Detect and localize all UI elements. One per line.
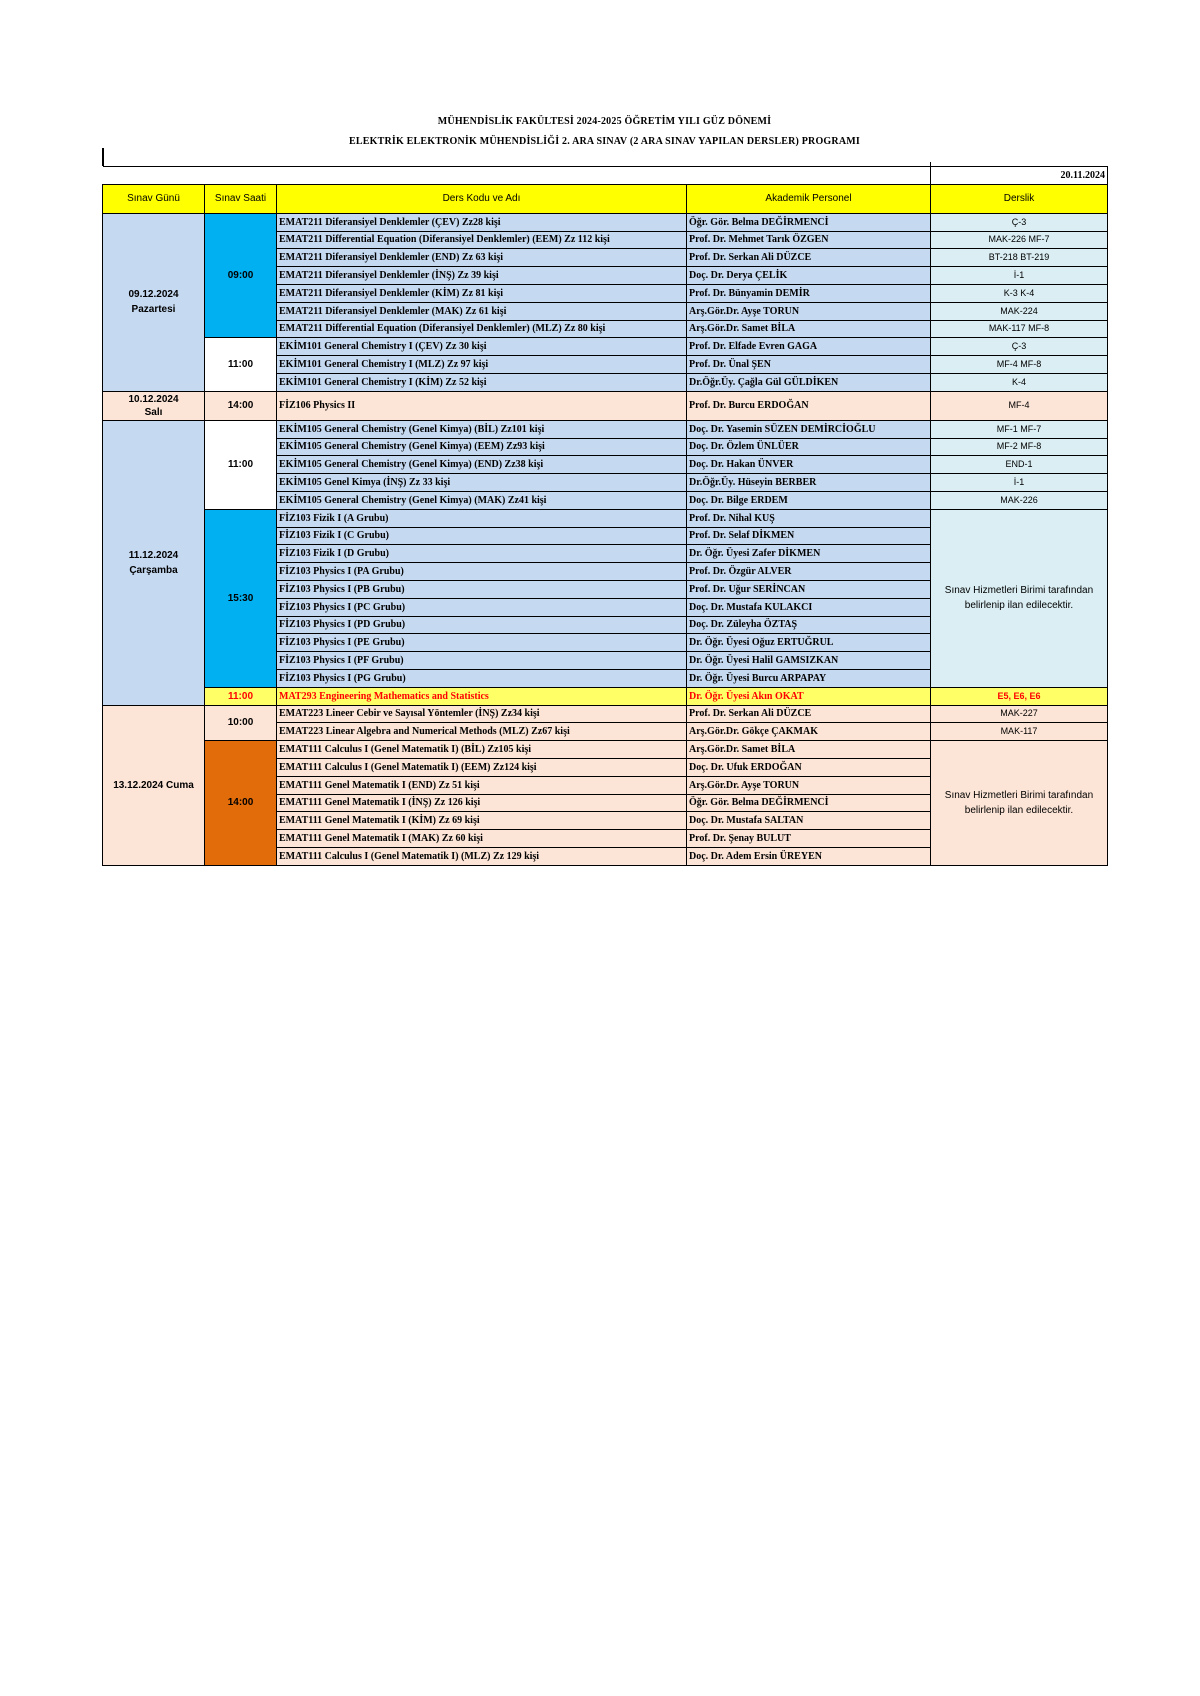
day-name: Salı bbox=[144, 406, 163, 418]
staff-cell: Dr. Öğr. Üyesi Halil GAMSIZKAN bbox=[687, 652, 931, 670]
room-cell: İ-1 bbox=[931, 267, 1108, 285]
room-cell: K-3 K-4 bbox=[931, 284, 1108, 302]
course-cell: EMAT111 Calculus I (Genel Matematik I) (EEM) Zz124 kişi bbox=[277, 758, 687, 776]
course-cell: FİZ103 Physics I (PF Grubu) bbox=[277, 652, 687, 670]
course-cell: EMAT111 Calculus I (Genel Matematik I) (BİL) Zz105 kişi bbox=[277, 741, 687, 759]
staff-cell: Dr.Öğr.Üy. Çağla Gül GÜLDİKEN bbox=[687, 373, 931, 391]
staff-cell: Doç. Dr. Züleyha ÖZTAŞ bbox=[687, 616, 931, 634]
day-date: 11.12.2024 bbox=[128, 549, 179, 561]
room-cell: MAK-226 MF-7 bbox=[931, 231, 1108, 249]
day-name: Pazartesi bbox=[131, 304, 176, 316]
staff-cell: Prof. Dr. Selaf DİKMEN bbox=[687, 527, 931, 545]
room-cell: BT-218 BT-219 bbox=[931, 249, 1108, 267]
room-cell: K-4 bbox=[931, 373, 1108, 391]
staff-cell: Dr. Öğr. Üyesi Burcu ARPAPAY bbox=[687, 669, 931, 687]
room-cell: Ç-3 bbox=[931, 213, 1108, 231]
day-cell-monday bbox=[103, 213, 205, 391]
staff-cell: Doç. Dr. Derya ÇELİK bbox=[687, 267, 931, 285]
course-cell: FİZ103 Physics I (PD Grubu) bbox=[277, 616, 687, 634]
course-cell: EMAT223 Lineer Cebir ve Sayısal Yöntemler (İNŞ) Zz34 kişi bbox=[277, 705, 687, 723]
day-cell-wednesday bbox=[103, 420, 205, 705]
room-note-cell: Sınav Hizmetleri Birimi tarafından belirlenip ilan edilecektir. bbox=[931, 509, 1108, 687]
staff-cell: Doç. Dr. Yasemin SÜZEN DEMİRCİOĞLU bbox=[687, 420, 931, 438]
room-cell: MF-1 MF-7 bbox=[931, 420, 1108, 438]
staff-cell: Prof. Dr. Serkan Ali DÜZCE bbox=[687, 705, 931, 723]
day-cell-friday: 13.12.2024 Cuma bbox=[103, 705, 205, 865]
title-line-1: MÜHENDİSLİK FAKÜLTESİ 2024-2025 ÖĞRETİM YILI GÜZ DÖNEMİ bbox=[437, 116, 772, 127]
course-cell: EMAT211 Diferansiyel Denklemler (KİM) Zz 81 kişi bbox=[277, 284, 687, 302]
course-cell: EKİM101 General Chemistry I (KİM) Zz 52 kişi bbox=[277, 373, 687, 391]
staff-cell: Prof. Dr. Bünyamin DEMİR bbox=[687, 284, 931, 302]
exam-schedule-table bbox=[102, 162, 1108, 866]
header-room: Derslik bbox=[931, 184, 1108, 213]
course-cell: FİZ103 Physics I (PA Grubu) bbox=[277, 563, 687, 581]
course-cell: EMAT111 Genel Matematik I (KİM) Zz 69 kişi bbox=[277, 812, 687, 830]
room-cell: İ-1 bbox=[931, 474, 1108, 492]
day-cell-tuesday bbox=[103, 391, 205, 420]
staff-cell: Arş.Gör.Dr. Gökçe ÇAKMAK bbox=[687, 723, 931, 741]
course-cell: FİZ103 Fizik I (D Grubu) bbox=[277, 545, 687, 563]
course-cell: FİZ103 Fizik I (A Grubu) bbox=[277, 509, 687, 527]
staff-cell: Doç. Dr. Hakan ÜNVER bbox=[687, 456, 931, 474]
header-row bbox=[103, 184, 1108, 213]
header-staff: Akademik Personel bbox=[687, 184, 931, 213]
course-cell: EMAT211 Diferansiyel Denklemler (MAK) Zz 61 kişi bbox=[277, 302, 687, 320]
course-cell: EMAT111 Genel Matematik I (İNŞ) Zz 126 kişi bbox=[277, 794, 687, 812]
staff-cell: Öğr. Gör. Belma DEĞİRMENCİ bbox=[687, 794, 931, 812]
course-cell: EKİM101 General Chemistry I (ÇEV) Zz 30 kişi bbox=[277, 338, 687, 356]
table-row-highlighted bbox=[103, 687, 1108, 705]
staff-cell: Arş.Gör.Dr. Ayşe TORUN bbox=[687, 302, 931, 320]
course-cell: FİZ103 Fizik I (C Grubu) bbox=[277, 527, 687, 545]
header-course: Ders Kodu ve Adı bbox=[277, 184, 687, 213]
staff-cell: Dr. Öğr. Üyesi Oğuz ERTUĞRUL bbox=[687, 634, 931, 652]
room-note-cell: Sınav Hizmetleri Birimi tarafından belirlenip ilan edilecektir. bbox=[931, 741, 1108, 866]
staff-cell: Dr.Öğr.Üy. Hüseyin BERBER bbox=[687, 474, 931, 492]
staff-cell: Prof. Dr. Serkan Ali DÜZCE bbox=[687, 249, 931, 267]
course-cell: MAT293 Engineering Mathematics and Statistics bbox=[277, 687, 687, 705]
staff-cell: Arş.Gör.Dr. Samet BİLA bbox=[687, 320, 931, 338]
course-cell: EMAT211 Diferansiyel Denklemler (END) Zz 63 kişi bbox=[277, 249, 687, 267]
room-cell: MAK-224 bbox=[931, 302, 1108, 320]
course-cell: EMAT211 Differential Equation (Diferansiyel Denklemler) (EEM) Zz 112 kişi bbox=[277, 231, 687, 249]
table-row bbox=[103, 741, 1108, 759]
staff-cell: Doç. Dr. Adem Ersin ÜREYEN bbox=[687, 847, 931, 865]
course-cell: FİZ106 Physics II bbox=[277, 391, 687, 420]
staff-cell: Doç. Dr. Mustafa SALTAN bbox=[687, 812, 931, 830]
staff-cell: Arş.Gör.Dr. Samet BİLA bbox=[687, 741, 931, 759]
room-cell: MAK-227 bbox=[931, 705, 1108, 723]
time-cell: 11:00 bbox=[205, 338, 277, 391]
staff-cell: Prof. Dr. Mehmet Tarık ÖZGEN bbox=[687, 231, 931, 249]
staff-cell: Prof. Dr. Elfade Evren GAGA bbox=[687, 338, 931, 356]
staff-cell: Doç. Dr. Bilge ERDEM bbox=[687, 491, 931, 509]
table-row bbox=[103, 338, 1108, 356]
day-name: Çarşamba bbox=[129, 564, 178, 576]
time-cell: 14:00 bbox=[205, 391, 277, 420]
staff-cell: Doç. Dr. Ufuk ERDOĞAN bbox=[687, 758, 931, 776]
staff-cell: Doç. Dr. Mustafa KULAKCI bbox=[687, 598, 931, 616]
room-cell: END-1 bbox=[931, 456, 1108, 474]
staff-cell: Arş.Gör.Dr. Ayşe TORUN bbox=[687, 776, 931, 794]
course-cell: EKİM105 General Chemistry (Genel Kimya) (MAK) Zz41 kişi bbox=[277, 491, 687, 509]
course-cell: EKİM105 General Chemistry (Genel Kimya) (END) Zz38 kişi bbox=[277, 456, 687, 474]
course-cell: EMAT211 Diferansiyel Denklemler (ÇEV) Zz28 kişi bbox=[277, 213, 687, 231]
staff-cell: Prof. Dr. Şenay BULUT bbox=[687, 830, 931, 848]
course-cell: FİZ103 Physics I (PE Grubu) bbox=[277, 634, 687, 652]
header-time: Sınav Saati bbox=[205, 184, 277, 213]
room-cell: MF-2 MF-8 bbox=[931, 438, 1108, 456]
course-cell: EMAT111 Calculus I (Genel Matematik I) (MLZ) Zz 129 kişi bbox=[277, 847, 687, 865]
document-title-block bbox=[102, 112, 1107, 152]
room-cell: E5, E6, E6 bbox=[931, 687, 1108, 705]
course-cell: EMAT211 Diferansiyel Denklemler (İNŞ) Zz 39 kişi bbox=[277, 267, 687, 285]
room-cell: MAK-117 bbox=[931, 723, 1108, 741]
room-cell: MAK-117 MF-8 bbox=[931, 320, 1108, 338]
document-date: 20.11.2024 bbox=[931, 167, 1108, 185]
staff-cell: Prof. Dr. Burcu ERDOĞAN bbox=[687, 391, 931, 420]
staff-cell: Prof. Dr. Nihal KUŞ bbox=[687, 509, 931, 527]
course-cell: EKİM105 General Chemistry (Genel Kimya) (EEM) Zz93 kişi bbox=[277, 438, 687, 456]
course-cell: FİZ103 Physics I (PG Grubu) bbox=[277, 669, 687, 687]
staff-cell: Prof. Dr. Uğur SERİNCAN bbox=[687, 580, 931, 598]
date-row bbox=[103, 167, 1108, 185]
course-cell: EMAT211 Differential Equation (Diferansiyel Denklemler) (MLZ) Zz 80 kişi bbox=[277, 320, 687, 338]
day-date: 09.12.2024 bbox=[128, 289, 179, 301]
time-cell: 15:30 bbox=[205, 509, 277, 687]
room-cell: MF-4 MF-8 bbox=[931, 356, 1108, 374]
table-row bbox=[103, 509, 1108, 527]
staff-cell: Dr. Öğr. Üyesi Akın OKAT bbox=[687, 687, 931, 705]
time-cell: 09:00 bbox=[205, 213, 277, 338]
time-cell: 11:00 bbox=[205, 420, 277, 509]
table-row bbox=[103, 213, 1108, 231]
time-cell: 14:00 bbox=[205, 741, 277, 866]
header-day: Sınav Günü bbox=[103, 184, 205, 213]
course-cell: EKİM101 General Chemistry I (MLZ) Zz 97 kişi bbox=[277, 356, 687, 374]
course-cell: EMAT111 Genel Matematik I (MAK) Zz 60 kişi bbox=[277, 830, 687, 848]
room-cell: MF-4 bbox=[931, 391, 1108, 420]
staff-cell: Prof. Dr. Özgür ALVER bbox=[687, 563, 931, 581]
staff-cell: Doç. Dr. Özlem ÜNLÜER bbox=[687, 438, 931, 456]
table-row bbox=[103, 391, 1108, 420]
room-cell: Ç-3 bbox=[931, 338, 1108, 356]
table-row bbox=[103, 705, 1108, 723]
table-row bbox=[103, 420, 1108, 438]
course-cell: EMAT111 Genel Matematik I (END) Zz 51 kişi bbox=[277, 776, 687, 794]
course-cell: EKİM105 Genel Kimya (İNŞ) Zz 33 kişi bbox=[277, 474, 687, 492]
course-cell: EMAT223 Linear Algebra and Numerical Methods (MLZ) Zz67 kişi bbox=[277, 723, 687, 741]
staff-cell: Öğr. Gör. Belma DEĞİRMENCİ bbox=[687, 213, 931, 231]
time-cell: 11:00 bbox=[205, 687, 277, 705]
title-line-2: ELEKTRİK ELEKTRONİK MÜHENDİSLİĞİ 2. ARA SINAV (2 ARA SINAV YAPILAN DERSLER) PROGRAMI bbox=[349, 136, 860, 147]
staff-cell: Prof. Dr. Ünal ŞEN bbox=[687, 356, 931, 374]
course-cell: EKİM105 General Chemistry (Genel Kimya) (BİL) Zz101 kişi bbox=[277, 420, 687, 438]
day-date: 10.12.2024 bbox=[128, 393, 179, 405]
course-cell: FİZ103 Physics I (PC Grubu) bbox=[277, 598, 687, 616]
room-cell: MAK-226 bbox=[931, 491, 1108, 509]
time-cell: 10:00 bbox=[205, 705, 277, 741]
staff-cell: Dr. Öğr. Üyesi Zafer DİKMEN bbox=[687, 545, 931, 563]
course-cell: FİZ103 Physics I (PB Grubu) bbox=[277, 580, 687, 598]
